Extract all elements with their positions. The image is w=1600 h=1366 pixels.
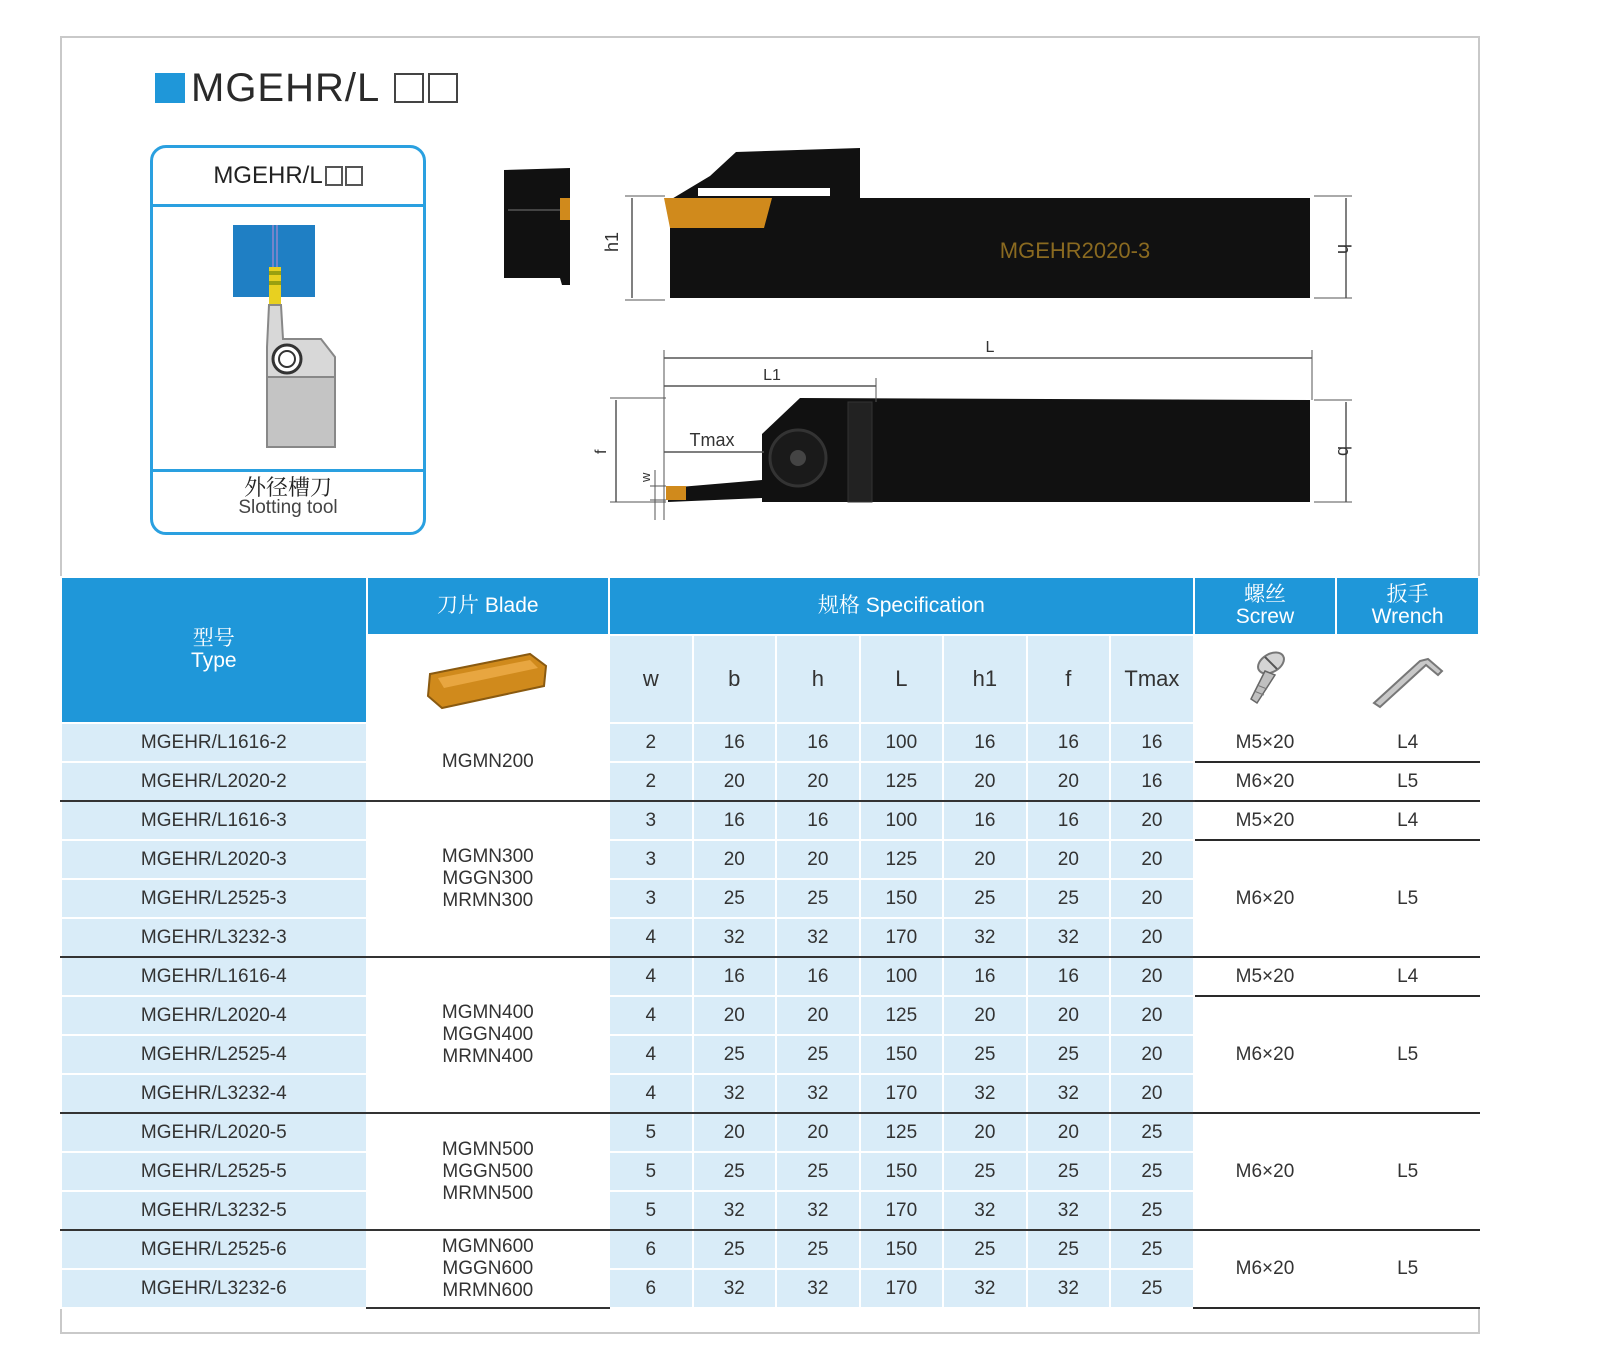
blade-model: MGGN500 [442,1160,534,1182]
dim-L1: L1 [763,367,781,384]
blade-insert-icon [367,635,609,723]
cell-type: MGEHR/L2525-4 [61,1035,367,1074]
cell-type: MGEHR/L2020-4 [61,996,367,1035]
table-row [61,1113,1479,1152]
cell-h: 25 [776,1230,860,1269]
cell-h1: 32 [943,1074,1027,1113]
title-placeholder-boxes [394,73,458,103]
table-row [61,762,1479,801]
col-h1: h1 [943,635,1027,723]
dim-Tmax: Tmax [689,430,735,450]
cell-tmax: 20 [1110,996,1194,1035]
cell-f: 32 [1027,918,1111,957]
cell-L: 170 [860,918,944,957]
cell-f: 25 [1027,879,1111,918]
cell-L: 125 [860,840,944,879]
cell-b: 25 [693,1152,777,1191]
cell-b: 25 [693,879,777,918]
cell-h1: 20 [943,996,1027,1035]
cell-blade [367,1113,609,1230]
blade-model: MGMN600 [441,1236,534,1257]
wrench-icon [1336,635,1479,723]
cell-f: 20 [1027,1113,1111,1152]
dim-b: b [1334,446,1354,457]
cell-h1: 32 [943,918,1027,957]
cell-blade [367,723,609,801]
cell-h1: 16 [943,957,1027,996]
cell-f: 16 [1027,723,1111,762]
col-wrench-header: 扳手 Wrench [1336,577,1479,635]
cell-L: 150 [860,1230,944,1269]
cell-L: 170 [860,1191,944,1230]
cell-b: 20 [693,996,777,1035]
table-row [61,801,1479,840]
cell-h: 32 [776,1269,860,1308]
cell-tmax: 20 [1110,840,1194,879]
blade-model: MGMN400 [441,1002,534,1023]
blade-model: MGMN300 [441,846,534,867]
cell-b: 16 [693,723,777,762]
tool-technical-drawings [500,140,1400,540]
cell-h1: 25 [943,1152,1027,1191]
cell-h1: 25 [943,879,1027,918]
cell-f: 20 [1027,996,1111,1035]
cell-tmax: 25 [1110,1152,1194,1191]
cell-L: 150 [860,1152,944,1191]
cell-screw: M6×20 [1194,840,1337,957]
cell-h: 20 [776,1113,860,1152]
col-spec-header: 规格 Specification [609,577,1194,635]
cell-w: 4 [609,996,693,1035]
cell-h: 16 [776,957,860,996]
cell-tmax: 20 [1110,918,1194,957]
cell-h: 32 [776,918,860,957]
cell-screw: M6×20 [1194,1113,1337,1230]
blade-model: MGGN400 [442,1024,534,1045]
insert-top-view [666,486,686,500]
table-row [61,957,1479,996]
side-view-body [670,148,1310,298]
tool-type-card [150,145,426,535]
cell-tmax: 20 [1110,957,1194,996]
cell-blade [367,1230,609,1308]
cell-h1: 32 [943,1269,1027,1308]
cell-tmax: 20 [1110,1035,1194,1074]
spec-table [60,576,1480,1309]
cell-f: 25 [1027,1035,1111,1074]
cell-wrench: L5 [1336,840,1479,957]
cell-tmax: 20 [1110,879,1194,918]
cell-b: 20 [693,1113,777,1152]
cell-b: 32 [693,1074,777,1113]
cell-w: 6 [609,1269,693,1308]
cell-type: MGEHR/L2020-5 [61,1113,367,1152]
cell-f: 32 [1027,1074,1111,1113]
cell-h1: 20 [943,1113,1027,1152]
cell-tmax: 25 [1110,1113,1194,1152]
cell-f: 20 [1027,762,1111,801]
blade-model: MRMN600 [442,1280,534,1301]
cell-L: 150 [860,1035,944,1074]
cell-type: MGEHR/L3232-5 [61,1191,367,1230]
cell-w: 3 [609,840,693,879]
cell-h: 32 [776,1191,860,1230]
cell-b: 20 [693,762,777,801]
cell-type: MGEHR/L1616-3 [61,801,367,840]
table-row [61,996,1479,1035]
col-w: w [609,635,693,723]
blade-model: MRMN400 [442,1046,534,1067]
cell-tmax: 16 [1110,762,1194,801]
cell-h: 25 [776,1035,860,1074]
cell-L: 100 [860,957,944,996]
cell-h: 25 [776,1152,860,1191]
tool-drawing-svg [500,140,1400,540]
cell-tmax: 20 [1110,801,1194,840]
cell-type: MGEHR/L2525-5 [61,1152,367,1191]
cell-h1: 25 [943,1230,1027,1269]
cell-tmax: 25 [1110,1230,1194,1269]
cell-L: 125 [860,996,944,1035]
cell-blade [367,801,609,957]
cell-screw: M5×20 [1194,723,1337,762]
dim-f: f [593,449,610,454]
cell-screw: M5×20 [1194,957,1337,996]
cell-type: MGEHR/L2525-6 [61,1230,367,1269]
cell-L: 100 [860,801,944,840]
cell-type: MGEHR/L3232-3 [61,918,367,957]
cell-h: 20 [776,840,860,879]
col-f: f [1027,635,1111,723]
dim-h: h [1334,244,1354,255]
cell-f: 16 [1027,957,1111,996]
end-view-shape [504,168,570,285]
cell-b: 16 [693,957,777,996]
top-view-body [762,398,1310,502]
cell-w: 4 [609,957,693,996]
title-marker [155,73,185,103]
col-b: b [693,635,777,723]
cell-wrench: L4 [1336,723,1479,762]
cell-b: 20 [693,840,777,879]
cell-h: 25 [776,879,860,918]
cell-h1: 32 [943,1191,1027,1230]
cell-b: 32 [693,1191,777,1230]
cell-type: MGEHR/L2525-3 [61,879,367,918]
cell-tmax: 16 [1110,723,1194,762]
cell-h: 16 [776,801,860,840]
cell-screw: M6×20 [1194,762,1337,801]
cell-L: 125 [860,1113,944,1152]
col-screw-header: 螺丝 Screw [1194,577,1337,635]
cell-screw: M6×20 [1194,996,1337,1113]
col-h: h [776,635,860,723]
col-blade-header: 刀片 Blade [367,577,609,635]
cell-f: 16 [1027,801,1111,840]
cell-h1: 16 [943,723,1027,762]
cell-b: 25 [693,1230,777,1269]
card-footer [153,472,423,518]
cell-tmax: 25 [1110,1269,1194,1308]
cell-wrench: L5 [1336,1230,1479,1308]
cell-type: MGEHR/L1616-2 [61,723,367,762]
blade-model: MGMN500 [441,1138,534,1160]
dim-h1: h1 [602,231,622,252]
page-title [155,66,458,110]
cell-f: 20 [1027,840,1111,879]
cell-type: MGEHR/L1616-4 [61,957,367,996]
cell-type: MGEHR/L3232-4 [61,1074,367,1113]
table-row [61,840,1479,879]
cell-w: 3 [609,801,693,840]
cell-type: MGEHR/L2020-3 [61,840,367,879]
blade-model: MRMN300 [442,890,534,911]
cell-w: 6 [609,1230,693,1269]
engraving-text: MGEHR2020-3 [999,238,1151,263]
cell-w: 4 [609,1035,693,1074]
cell-wrench: L5 [1336,762,1479,801]
cell-wrench: L5 [1336,996,1479,1113]
cell-L: 125 [860,762,944,801]
table-row [61,1230,1479,1269]
dim-L: L [985,339,995,356]
cell-b: 16 [693,801,777,840]
table-row [61,723,1479,762]
cell-blade [367,957,609,1113]
cell-h: 32 [776,1074,860,1113]
cell-tmax: 25 [1110,1191,1194,1230]
cell-w: 5 [609,1113,693,1152]
cell-b: 32 [693,1269,777,1308]
col-type-header: 型号 Type [61,577,367,723]
cell-f: 32 [1027,1191,1111,1230]
cell-L: 100 [860,723,944,762]
cell-b: 32 [693,918,777,957]
cell-w: 2 [609,723,693,762]
cell-wrench: L4 [1336,801,1479,840]
cell-f: 25 [1027,1230,1111,1269]
slotting-tool-illustration [153,207,423,472]
cell-w: 4 [609,1074,693,1113]
cell-f: 32 [1027,1269,1111,1308]
cell-w: 2 [609,762,693,801]
blade-model: MGGN300 [442,868,534,889]
cell-h1: 20 [943,840,1027,879]
dim-w: w [638,472,653,482]
title-text: MGEHR/L [191,65,381,110]
blade-model: MGGN600 [442,1258,534,1279]
cell-h: 20 [776,996,860,1035]
cell-w: 3 [609,879,693,918]
cell-h: 20 [776,762,860,801]
cell-w: 5 [609,1191,693,1230]
blade-model: MGMN200 [441,751,534,772]
cell-L: 170 [860,1269,944,1308]
cell-L: 150 [860,879,944,918]
cell-screw: M5×20 [1194,801,1337,840]
card-header [153,148,423,207]
col-L: L [860,635,944,723]
cell-tmax: 20 [1110,1074,1194,1113]
cell-w: 5 [609,1152,693,1191]
col-Tmax: Tmax [1110,635,1194,723]
cell-h1: 20 [943,762,1027,801]
cell-wrench: L5 [1336,1113,1479,1230]
cell-wrench: L4 [1336,957,1479,996]
cell-type: MGEHR/L3232-6 [61,1269,367,1308]
cell-f: 25 [1027,1152,1111,1191]
cell-h: 16 [776,723,860,762]
cell-L: 170 [860,1074,944,1113]
card-label-en: Slotting tool [238,497,338,518]
cell-b: 25 [693,1035,777,1074]
insert-side-view [664,198,772,228]
screw-icon [1194,635,1337,723]
cell-h1: 16 [943,801,1027,840]
cell-w: 4 [609,918,693,957]
cell-screw: M6×20 [1194,1230,1337,1308]
cell-h1: 25 [943,1035,1027,1074]
blade-model: MRMN500 [442,1182,534,1204]
card-label-cn: 外径槽刀 [243,475,332,500]
card-header-text: MGEHR/L [213,162,323,189]
cell-type: MGEHR/L2020-2 [61,762,367,801]
